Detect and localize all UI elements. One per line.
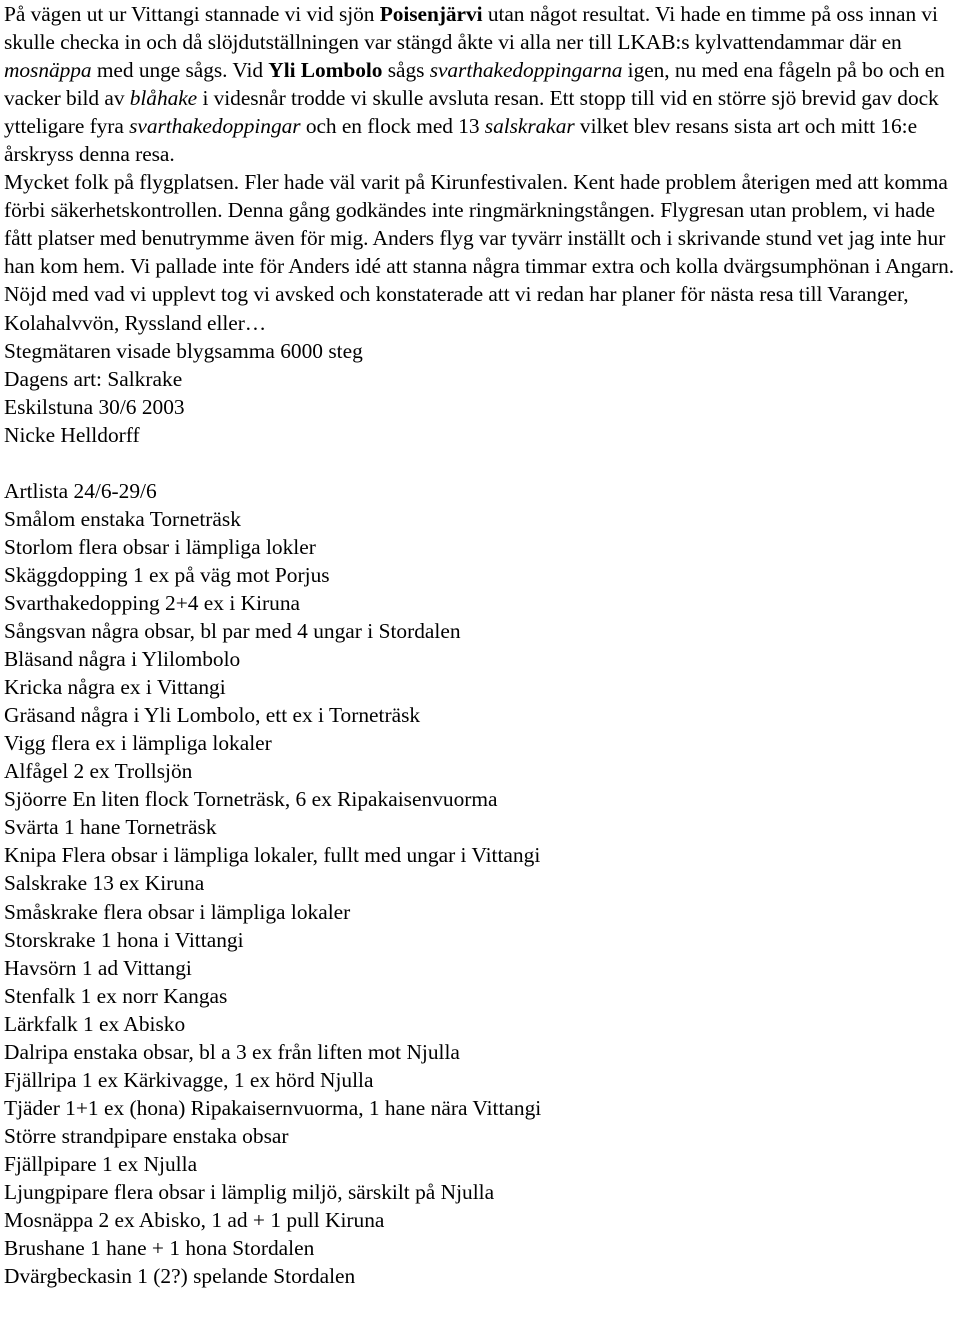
species-mosnappa: mosnäppa: [4, 58, 92, 83]
species-list-item: Alfågel 2 ex Trollsjön: [4, 759, 193, 784]
place-name-poisenjarvi: Poisenjärvi: [379, 2, 483, 26]
species-list-item: Havsörn 1 ad Vittangi: [4, 955, 192, 980]
text-run: i videsnår trodde vi skulle avsluta resan. Ett stopp till vid en större sjö brevid gav dock ytteligare fyra: [4, 86, 939, 139]
species-list-item: Knipa Flera obsar i lämpliga lokaler, fullt med ungar i Vittangi: [4, 843, 541, 868]
species-list-item: Mosnäppa 2 ex Abisko, 1 ad + 1 pull Kiruna: [4, 1208, 385, 1233]
species-svarthakedoppingar: svarthakedoppingar: [129, 114, 301, 139]
species-list-item: Lärkfalk 1 ex Abisko: [4, 1011, 186, 1036]
signature-block: [4, 337, 958, 449]
blank-line: [4, 449, 958, 477]
species-blahake: blåhake: [129, 86, 198, 111]
narrative-paragraph-2: Mycket folk på flygplatsen. Fler hade väl varit på Kirunfestivalen. Kent hade problem återigen med att komma förbi säkerhetskontrollen. Denna gång godkändes inte ringmärkningstången. Flygresan utan problem, vi hade fått platser med benutrymme även för mig. Anders flyg var tyvärr inställt och i skrivande stund vet jag inte hur han kom hem. Vi pallade inte för Anders idé att stanna några timmar extra och kolla dvärgsumphönan i Angarn. Nöjd med vad vi upplevt tog vi avsked och konstaterade att vi redan har planer för nästa resa till Varanger, Kolahalvvön, Ryssland eller…: [4, 170, 955, 335]
species-list-item: Sångsvan några obsar, bl par med 4 ungar i Stordalen: [4, 619, 461, 644]
text-run: sågs: [382, 58, 430, 83]
species-list-item: Skäggdopping 1 ex på väg mot Porjus: [4, 562, 330, 587]
species-list-item: Fjällpipare 1 ex Njulla: [4, 1151, 198, 1176]
species-list-item: Sjöorre En liten flock Torneträsk, 6 ex Ripakaisenvuorma: [4, 787, 498, 812]
species-list-item: Fjällripa 1 ex Kärkivagge, 1 ex hörd Njulla: [4, 1067, 374, 1092]
narrative-section: [4, 0, 958, 337]
species-list-item: Dvärgbeckasin 1 (2?) spelande Stordalen: [4, 1264, 356, 1289]
step-count-line: Stegmätaren visade blygsamma 6000 steg: [4, 338, 363, 363]
species-list-item: Större strandpipare enstaka obsar: [4, 1123, 289, 1148]
text-run: igen, nu med ena fågeln på bo och en vacker bild av: [4, 58, 945, 111]
species-list-items: [4, 505, 958, 1290]
species-list-item: Gräsand några i Yli Lombolo, ett ex i Torneträsk: [4, 703, 421, 728]
species-svarthakedoppingarna: svarthakedoppingarna: [429, 58, 623, 83]
species-list-item: Storskrake 1 hona i Vittangi: [4, 927, 244, 952]
text-run: På vägen ut ur Vittangi stannade vi vid sjön: [4, 2, 380, 26]
species-list-item: Storlom flera obsar i lämpliga lokler: [4, 534, 316, 559]
text-run: och en flock med 13: [300, 114, 485, 139]
author-line: Nicke Helldorff: [4, 422, 140, 447]
species-list-item: Kricka några ex i Vittangi: [4, 675, 226, 700]
text-run: utan något resultat. Vi hade en timme på oss innan vi skulle checka in och då slöjdutställningen var stängd åkte vi alla ner till LKAB:s kylvattendammar där en: [4, 2, 938, 55]
species-list-item: Tjäder 1+1 ex (hona) Ripakaisernvuorma, 1 hane nära Vittangi: [4, 1095, 542, 1120]
species-list-item: Salskrake 13 ex Kiruna: [4, 871, 205, 896]
place-date-line: Eskilstuna 30/6 2003: [4, 394, 185, 419]
text-run: med unge sågs. Vid: [91, 58, 269, 83]
species-list-item: Svärta 1 hane Torneträsk: [4, 815, 217, 840]
species-salskrakar: salskrakar: [484, 114, 575, 139]
place-name-yli-lombolo: Yli Lombolo: [268, 58, 383, 83]
text-run: vilket blev resans sista art och mitt 16:e årskryss denna resa.: [4, 114, 918, 167]
species-list-item: Smålom enstaka Torneträsk: [4, 506, 241, 531]
species-list-item: Ljungpipare flera obsar i lämplig miljö, särskilt på Njulla: [4, 1179, 495, 1204]
species-list-item: Bläsand några i Ylilombolo: [4, 647, 241, 672]
species-list-item: Småskrake flera obsar i lämpliga lokaler: [4, 899, 351, 924]
species-list-item: Svarthakedopping 2+4 ex i Kiruna: [4, 590, 301, 615]
species-list-title: Artlista 24/6-29/6: [4, 478, 157, 503]
species-list: [4, 477, 958, 1290]
narrative-paragraph-1: [4, 0, 958, 168]
document-page: [4, 0, 958, 1290]
species-list-item: Dalripa enstaka obsar, bl a 3 ex från liften mot Njulla: [4, 1039, 460, 1064]
species-of-day-line: Dagens art: Salkrake: [4, 366, 183, 391]
species-list-item: Brushane 1 hane + 1 hona Stordalen: [4, 1236, 315, 1261]
species-list-item: Vigg flera ex i lämpliga lokaler: [4, 731, 272, 756]
species-list-item: Stenfalk 1 ex norr Kangas: [4, 983, 228, 1008]
